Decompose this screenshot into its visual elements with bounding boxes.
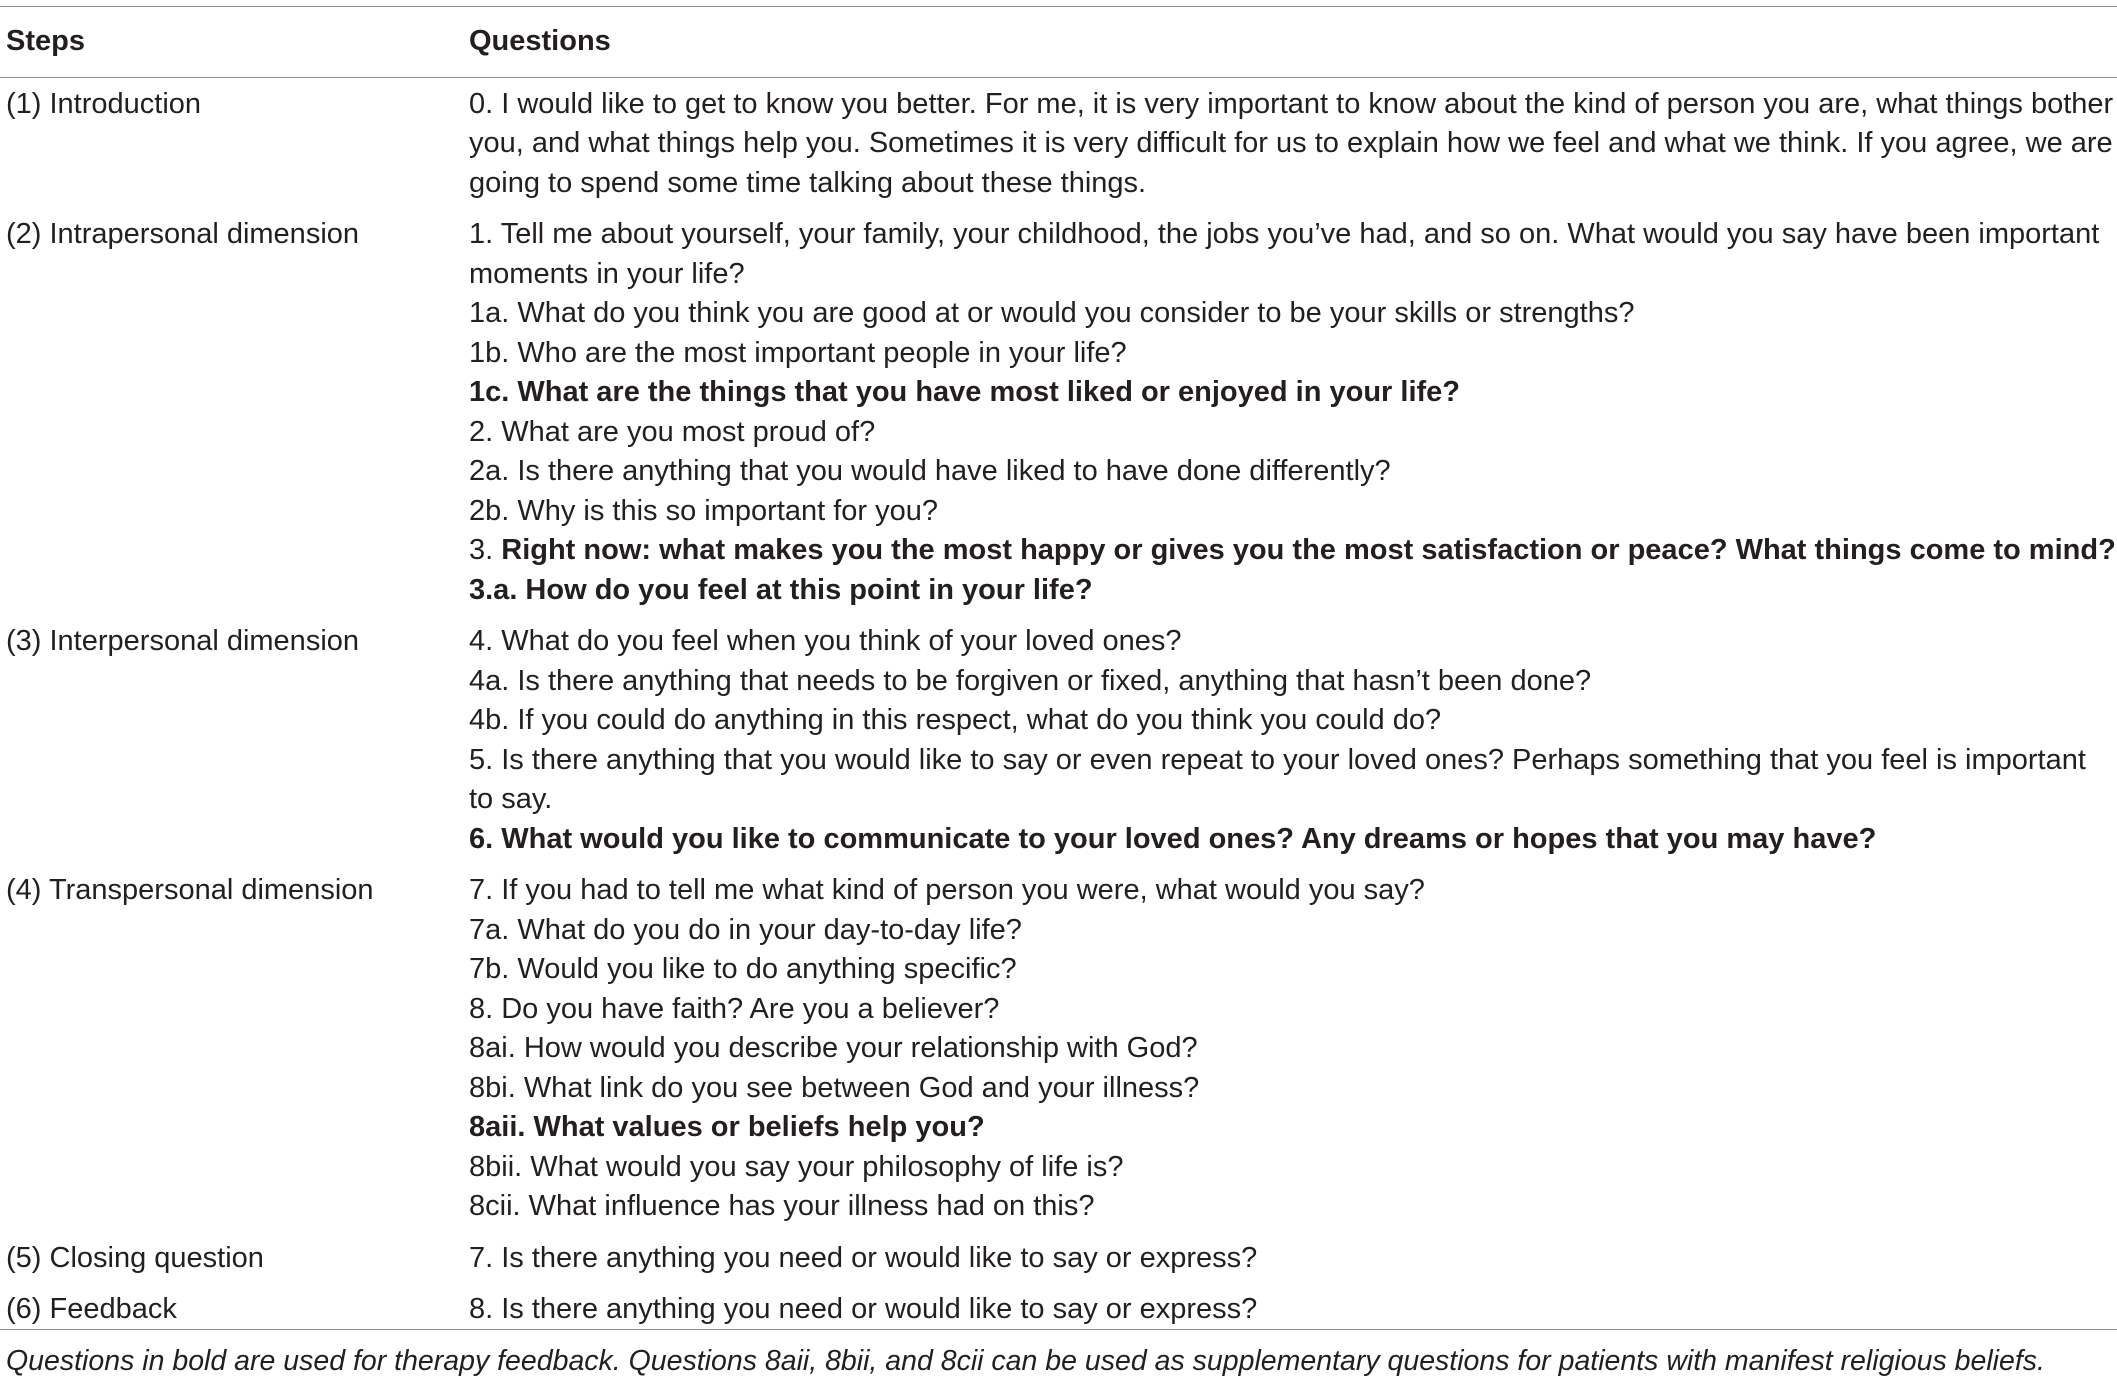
- question-item: 8ai. How would you describe your relationship with God?: [469, 1032, 1198, 1064]
- question-number: 3.: [469, 534, 502, 566]
- question-item: 7a. What do you do in your day-to-day life?: [469, 913, 1022, 946]
- table-header-row: [0, 7, 2117, 78]
- header-questions: Questions: [463, 7, 2117, 78]
- question-item: 1b. Who are the most important people in your life?: [469, 336, 1127, 369]
- question-item: 0. I would like to get to know you better. For me, it is very important to know about the kind of person you are, what things bother you, and what things help you. Sometimes it is very difficult for us to explain how we feel and what we think. If you agree, we are going to spend some time talking about these things.: [469, 87, 2114, 199]
- question-item: 1. Tell me about yourself, your family, your childhood, the jobs you’ve had, and so on. What would you say have been important moments in your life?: [469, 218, 2100, 290]
- table-row: [0, 209, 2117, 616]
- question-item: 2. What are you most proud of?: [469, 415, 876, 448]
- questions-cell: [463, 209, 2117, 616]
- table-row: [0, 77, 2117, 209]
- question-item: 4. What do you feel when you think of your loved ones?: [469, 625, 1182, 657]
- question-item: 8. Is there anything you need or would like to say or express?: [469, 1293, 1258, 1325]
- question-item: 2b. Why is this so important for you?: [469, 494, 939, 527]
- step-cell: (4) Transpersonal dimension: [6, 874, 374, 906]
- steps-questions-table: [0, 6, 2117, 1340]
- table-row: [0, 1233, 2117, 1285]
- questions-cell: [463, 616, 2117, 865]
- step-cell: (5) Closing question: [6, 1241, 264, 1274]
- question-item: [469, 531, 2117, 571]
- question-item: 1c. What are the things that you have most liked or enjoyed in your life?: [469, 376, 1461, 408]
- question-item: 8bii. What would you say your philosophy of life is?: [469, 1150, 1124, 1183]
- questions-cell: [463, 1284, 2117, 1340]
- table-bottom-rule: [0, 1329, 2117, 1330]
- question-item: 8cii. What influence has your illness had on this?: [469, 1190, 1095, 1222]
- question-item: 4a. Is there anything that needs to be forgiven or fixed, anything that hasn’t been done?: [469, 664, 1592, 697]
- question-item: 3.a. How do you feel at this point in your life?: [469, 573, 1093, 606]
- question-item: 7. Is there anything you need or would like to say or express?: [469, 1241, 1258, 1274]
- table-body: [0, 77, 2117, 1340]
- header-steps: Steps: [0, 7, 463, 78]
- question-item: 6. What would you like to communicate to your loved ones? Any dreams or hopes that you may have?: [469, 822, 1877, 855]
- questions-cell: [463, 865, 2117, 1233]
- question-item: 7. If you had to tell me what kind of person you were, what would you say?: [469, 874, 1425, 906]
- table-row: [0, 865, 2117, 1233]
- table-footnote: Questions in bold are used for therapy feedback. Questions 8aii, 8bii, and 8cii can be used as supplementary questions for patients with manifest religious beliefs.: [6, 1345, 2045, 1377]
- question-item: 5. Is there anything that you would like to say or even repeat to your loved ones? Perhaps something that you feel is important to say.: [469, 743, 2086, 815]
- question-item: 8aii. What values or beliefs help you?: [469, 1111, 985, 1143]
- question-item: 2a. Is there anything that you would have liked to have done differently?: [469, 455, 1391, 487]
- question-text: Right now: what makes you the most happy or gives you the most satisfaction or peace? What things come to mind?: [501, 534, 2116, 566]
- question-item: 8bi. What link do you see between God and your illness?: [469, 1071, 1200, 1104]
- question-item: 1a. What do you think you are good at or would you consider to be your skills or strengths?: [469, 297, 1635, 329]
- question-item: 4b. If you could do anything in this respect, what do you think you could do?: [469, 704, 1442, 736]
- question-item: 8. Do you have faith? Are you a believer?: [469, 992, 1000, 1025]
- step-cell: (6) Feedback: [6, 1293, 177, 1325]
- question-item: 7b. Would you like to do anything specific?: [469, 953, 1017, 985]
- table-row: [0, 616, 2117, 865]
- step-cell: (1) Introduction: [6, 87, 202, 120]
- questions-cell: [463, 77, 2117, 209]
- step-cell: (2) Intrapersonal dimension: [6, 218, 360, 250]
- questions-cell: [463, 1233, 2117, 1285]
- step-cell: (3) Interpersonal dimension: [6, 625, 360, 657]
- table-row: [0, 1284, 2117, 1340]
